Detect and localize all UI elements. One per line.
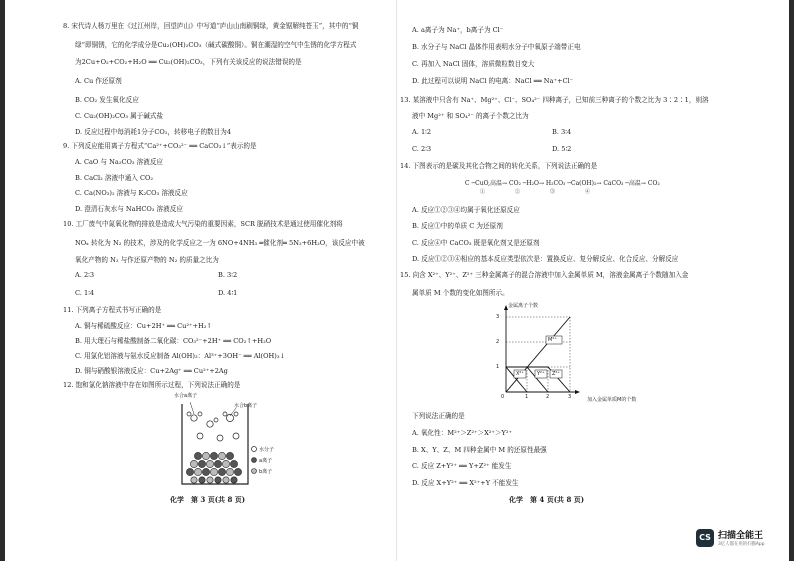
- q9-stem: 9. 下列反应能用离子方程式“Ca²⁺+CO₃²⁻ ══ CaCO₃↓”表示的是: [63, 142, 257, 150]
- q10-option-a: A. 2∶3: [75, 271, 95, 279]
- y-tick-1: 1: [496, 364, 500, 370]
- q9-option-c: C. Ca(NO₃)₂ 溶液与 K₂CO₃ 溶液反应: [75, 189, 188, 197]
- q14-option-d: D. 反应①②③④相应的基本反应类型依次是：置换反应、复分解反应、化合反应、分解反应: [412, 255, 679, 263]
- q15-stem-2: 属单质 M 个数的变化如图所示。: [412, 289, 509, 297]
- q8-stem-1: 8. 宋代诗人杨万里在《过江州岸，回望庐山》中写道“庐山山南刷铜绿，黄金锯解纯苍玉”，其中的“铜: [63, 22, 359, 30]
- q10-option-b: B. 3∶2: [218, 271, 238, 279]
- q13-stem-1: 13. 某溶液中只含有 Na⁺、Mg²⁺、Cl⁻、SO₄²⁻ 四种离子，已知前三种离子的个数之比为 3∶2∶1，则溶: [400, 96, 709, 104]
- q10-stem-3: 氧化产物的 N₂ 与作还原产物的 N₂ 的质量之比为: [75, 256, 219, 264]
- label-hydrated-a: 水合a离子: [174, 393, 198, 399]
- q13-option-c: C. 2∶3: [412, 145, 432, 153]
- q11-stem: 11. 下列离子方程式书写正确的是: [63, 306, 162, 314]
- q14-option-c: C. 反应④中 CaCO₃ 既是氧化剂又是还原剂: [412, 239, 540, 247]
- q13-stem-2: 液中 Mg²⁺ 和 SO₄²⁻ 的离子个数之比为: [412, 112, 529, 120]
- graph-xlabel: 加入金属单质M的个数: [587, 397, 637, 403]
- q8-stem-3: 为2Cu+O₂+CO₂+H₂O ══ Cu₂(OH)₂CO₃，下列有关该反应的说法错误的是: [75, 58, 302, 66]
- q12-option-d: D. 此过程可以说明 NaCl 的电离：NaCl ══ Na⁺+Cl⁻: [412, 77, 574, 85]
- q10-stem-2: NOₓ 转化为 N₂ 的技术，涉及的化学反应之一为 6NO+4NH₃ ═催化剂═ 5N₂+6H₂O，该反应中被: [75, 239, 365, 247]
- y-tick-2: 2: [496, 339, 500, 345]
- q14-option-a: A. 反应①②③④均属于氧化还原反应: [412, 206, 520, 214]
- q9-option-b: B. CaCl₂ 溶液中通入 CO₂: [75, 174, 154, 182]
- q15-stem-1: 15. 向含 X²⁺、Y²⁺、Z²⁺ 三种金属离子的混合溶液中加入金属单质 M，溶液金属离子个数随加入金: [400, 271, 689, 279]
- q15-option-b: B. X、Y、Z、M 四种金属中 M 的还原性最强: [412, 446, 547, 454]
- x-tick-2: 2: [546, 394, 550, 400]
- q10-option-d: D. 4∶1: [218, 289, 238, 297]
- q11-option-c: C. 用氯化铝溶液与氨水反应制备 Al(OH)₃：Al³⁺+3OH⁻ ══ Al(OH)₃↓: [75, 352, 286, 360]
- label-water: 水分子: [259, 447, 275, 453]
- q14-stem: 14. 下图表示的是碳及其化合物之间的转化关系，下列说法正确的是: [400, 162, 598, 170]
- q14-option-b: B. 反应①中的单质 C 为还原剂: [412, 222, 503, 230]
- scanner-watermark: [696, 527, 788, 553]
- graph-ylabel: 金属离子个数: [508, 303, 539, 309]
- scan-edge-left: [0, 0, 5, 561]
- q8-option-b: B. CO₂ 发生氧化反应: [75, 96, 139, 104]
- q10-stem-1: 10. 工厂废气中氮氧化物的排放是造成大气污染的重要因素，SCR 脱硝技术是通过使用催化剂将: [63, 220, 343, 228]
- q12-option-c: C. 再加入 NaCl 固体，溶质微粒数目变大: [412, 60, 535, 68]
- q15-option-d: D. 反应 X+Y²⁺ ══ X²⁺+Y 不能发生: [412, 479, 519, 487]
- q11-option-b: B. 用大理石与稀盐酸制备二氧化碳：CO₃²⁻+2H⁺ ══ CO₂↑+H₂O: [75, 337, 272, 345]
- q11-option-d: D. 铜与硝酸银溶液反应：Cu+2Ag⁺ ══ Cu²⁺+2Ag: [75, 367, 228, 375]
- watermark-subtitle: 3亿人都在用的扫描App: [718, 542, 765, 547]
- q11-option-a: A. 铜与稀硫酸反应：Cu+2H⁺ ══ Cu²⁺+H₂↑: [75, 322, 212, 330]
- x-tick-1: 1: [525, 394, 529, 400]
- q12-option-b: B. 水分子与 NaCl 晶体作用表明水分子中氧原子端带正电: [412, 43, 581, 51]
- q13-option-b: B. 3∶4: [552, 128, 572, 136]
- x-tick-3: 3: [568, 394, 572, 400]
- page-footer-3: 化学 第 3 页(共 8 页): [170, 495, 246, 504]
- q13-option-d: D. 5∶2: [552, 145, 572, 153]
- q13-option-a: A. 1∶2: [412, 128, 432, 136]
- label-z-ion: Z²⁺: [552, 371, 561, 377]
- q8-option-a: A. Cu 作还原剂: [75, 77, 122, 85]
- q9-option-d: D. 澄清石灰水与 NaHCO₃ 溶液反应: [75, 205, 183, 213]
- page-footer-4: 化学 第 4 页(共 8 页): [509, 495, 585, 504]
- exam-page-4: [397, 0, 794, 561]
- camscanner-logo-icon: CS: [696, 529, 714, 547]
- q9-option-a: A. CaO 与 Na₂CO₃ 溶液反应: [75, 158, 164, 166]
- label-a-ion: a离子: [259, 458, 273, 464]
- scan-edge-right: [789, 0, 794, 561]
- q15-option-a: A. 氧化性：M²⁺＞Z²⁺＞X²⁺＞Y²⁺: [412, 429, 512, 437]
- x-tick-0: 0: [501, 394, 505, 400]
- q15-ion-count-graph: [492, 302, 702, 410]
- q10-option-c: C. 1∶4: [75, 289, 95, 297]
- watermark-brand: 扫描全能王: [718, 531, 764, 541]
- label-x-ion: X²⁺: [516, 371, 525, 377]
- label-b-ion: b离子: [259, 469, 273, 475]
- y-tick-3: 3: [496, 314, 500, 320]
- q14-reaction-numbers: ① ② ③ ④: [465, 189, 591, 195]
- q12-option-a: A. a离子为 Na⁺，b离子为 Cl⁻: [412, 26, 504, 34]
- q8-option-d: D. 反应过程中每消耗1分子CO₂，转移电子的数目为4: [75, 128, 232, 136]
- q8-option-c: C. Cu₂(OH)₂CO₃ 属于碱式盐: [75, 112, 164, 120]
- label-m-ion: M²⁺: [548, 337, 557, 343]
- label-hydrated-b: 水合b离子: [234, 403, 258, 409]
- q14-reaction-chain: C ─CuO,高温→ CO₂ ─H₂O→ H₂CO₃ ─Ca(OH)₂→ CaCO₃ ─高温→ CO₂: [465, 180, 660, 187]
- label-y-ion: Y²⁺: [537, 371, 545, 377]
- q8-stem-2: 绿”即铜锈，它的化学成分是Cu₂(OH)₂CO₃（碱式碳酸铜）。铜在潮湿的空气中生锈的化学方程式: [75, 41, 357, 49]
- q15-question: 下列说法正确的是: [412, 412, 465, 420]
- q12-stem: 12. 饱和氯化钠溶液中存在如图所示过程，下列说法正确的是: [63, 381, 241, 389]
- q12-nacl-dissolution-figure: [170, 394, 280, 488]
- q15-option-c: C. 反应 Z+Y²⁺ ══ Y+Z²⁺ 能发生: [412, 462, 512, 470]
